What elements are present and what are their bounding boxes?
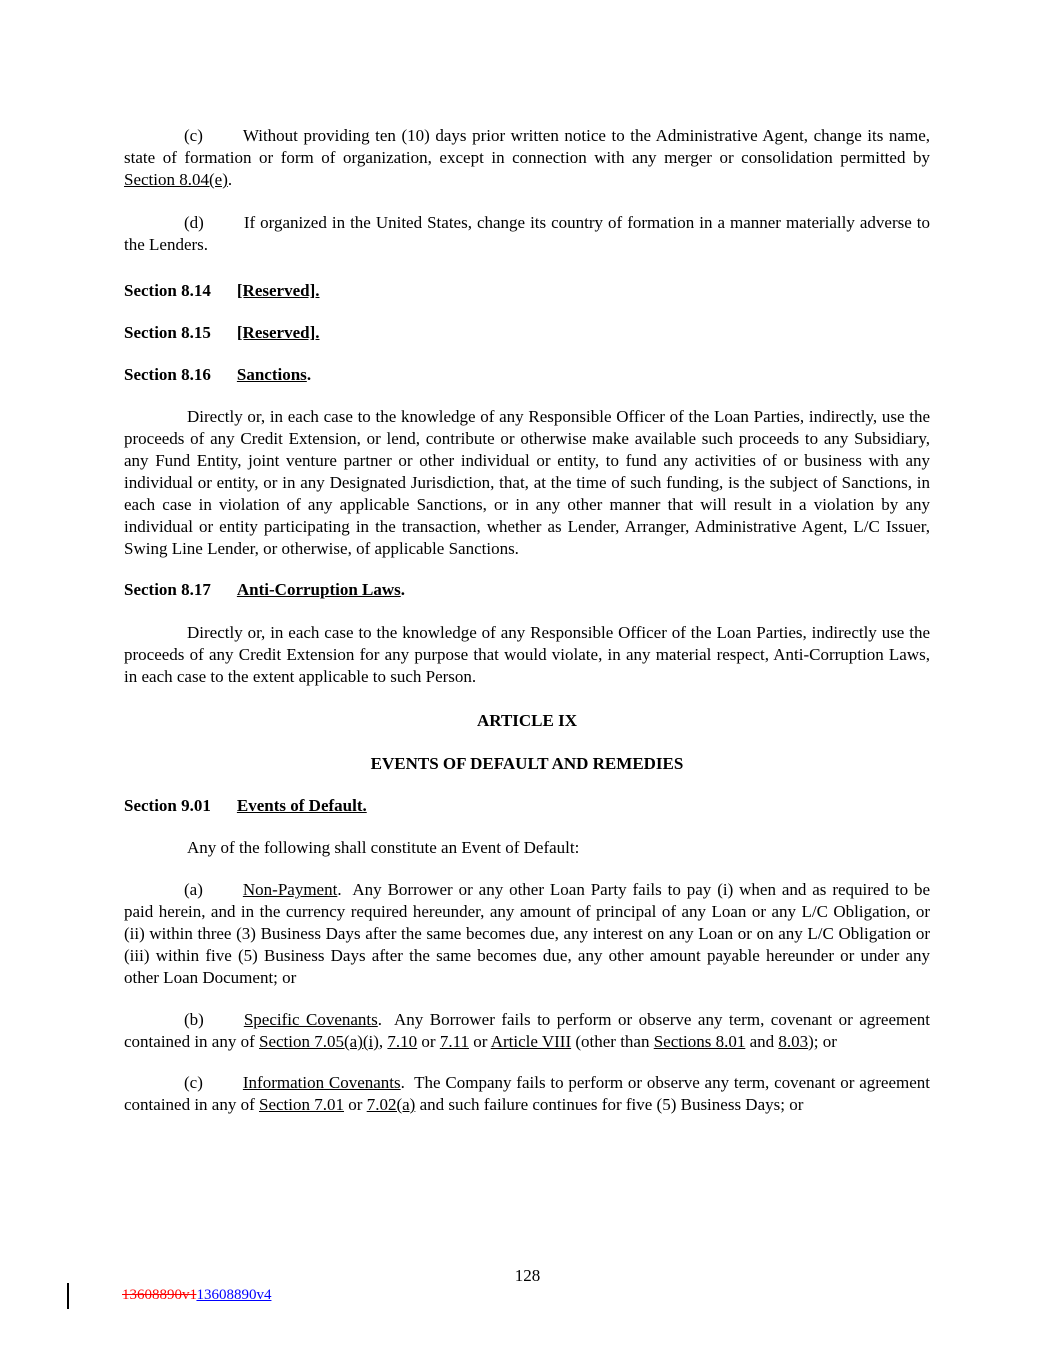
paragraph-text: Directly or, in each case to the knowledge of any Responsible Officer of the Loan Parties, indirectly use the proceeds of any Credit Extension for any purpose that would violate, in any material respect, Anti-Corruption Laws, in each case to the extent applicable to such Person.	[124, 623, 930, 686]
section-number: Section 9.01	[124, 796, 211, 815]
paragraph-sanctions	[124, 406, 930, 560]
article-title-heading: EVENTS OF DEFAULT AND REMEDIES	[370, 754, 684, 773]
change-bar	[67, 1283, 69, 1309]
page-number: 128	[514, 1266, 541, 1285]
section-title: Sanctions.	[236, 365, 312, 384]
paragraph-label: (c)	[184, 126, 203, 145]
paragraph-text: Directly or, in each case to the knowledge of any Responsible Officer of the Loan Parties, indirectly, use the proceeds of any Credit Extension, or lend, contribute or otherwise make available such proceeds to any Subsidiary, any Fund Entity, joint venture partner or other individual or entity, to fund any activities of or business with any individual or entity, or in any Designated Jurisdiction, that, at the time of such funding, is the subject of Sanctions, in each case in violation of any applicable Sanctions, or in any other manner that will result in a violation by any individual or entity participating in the transaction, whether as Lender, Arranger, Administrative Agent, L/C Issuer, Swing Line Lender, or otherwise, of applicable Sanctions.	[124, 407, 930, 558]
paragraph-d-country-of-formation	[124, 212, 930, 256]
paragraph-label: (a)	[184, 880, 203, 899]
paragraph-text: If organized in the United States, change its country of formation in a manner materially adverse to the Lenders.	[124, 213, 930, 254]
paragraph-label: (d)	[184, 213, 204, 232]
section-heading-8-15	[124, 322, 930, 344]
paragraph-text: Non-Payment. Any Borrower or any other Loan Party fails to pay (i) when and as required to be paid herein, and in the currency required hereunder, any amount of principal of any Loan or any L/C Obligation, or (ii) within three (3) Business Days after the same becomes due, any interest on any Loan or on any L/C Obligation or (iii) within five (5) Business Days after the same becomes due, any other amount payable hereunder or under any other Loan Document; or	[124, 880, 930, 987]
paragraph-label: (c)	[184, 1073, 203, 1092]
paragraph-c-change-name	[124, 125, 930, 191]
section-heading-8-16	[124, 364, 930, 386]
paragraph-text: Information Covenants. The Company fails to perform or observe any term, covenant or agreement contained in any of Section 7.01 or 7.02(a) and such failure continues for five (5) Business Days; or	[124, 1073, 930, 1114]
section-number: Section 8.14	[124, 281, 211, 300]
paragraph-label: (b)	[184, 1010, 204, 1029]
article-number-heading: ARTICLE IX	[476, 711, 577, 730]
section-number: Section 8.17	[124, 580, 211, 599]
section-title: [Reserved].	[236, 281, 320, 300]
paragraph-text: Specific Covenants. Any Borrower fails to perform or observe any term, covenant or agreement contained in any of Section 7.05(a)(i), 7.10 or 7.11 or Article VIII (other than Sections 8.01 and 8.03); or	[124, 1010, 931, 1051]
events-of-default-intro: Any of the following shall constitute an Event of Default:	[187, 838, 580, 857]
paragraph-b-specific-covenants	[124, 1009, 930, 1053]
paragraph-a-non-payment	[124, 879, 930, 989]
section-title: Events of Default.	[236, 796, 367, 815]
inserted-doc-id: 13608890v4	[196, 1287, 272, 1303]
deleted-doc-id: 13608890v1	[122, 1287, 197, 1303]
document-id-footer	[122, 1286, 271, 1304]
section-number: Section 8.16	[124, 365, 211, 384]
section-title: [Reserved].	[236, 323, 320, 342]
section-title: Anti-Corruption Laws.	[236, 580, 406, 599]
paragraph-anti-corruption	[124, 622, 930, 688]
paragraph-c-information-covenants	[124, 1072, 930, 1116]
section-number: Section 8.15	[124, 323, 211, 342]
section-heading-8-17	[124, 579, 930, 601]
document-content	[124, 125, 930, 1116]
section-heading-8-14	[124, 280, 930, 302]
paragraph-text: Without providing ten (10) days prior written notice to the Administrative Agent, change its name, state of formation or form of organization, except in connection with any merger or consolidation permitted by Section 8.04(e).	[124, 126, 930, 189]
section-heading-9-01	[124, 795, 930, 817]
